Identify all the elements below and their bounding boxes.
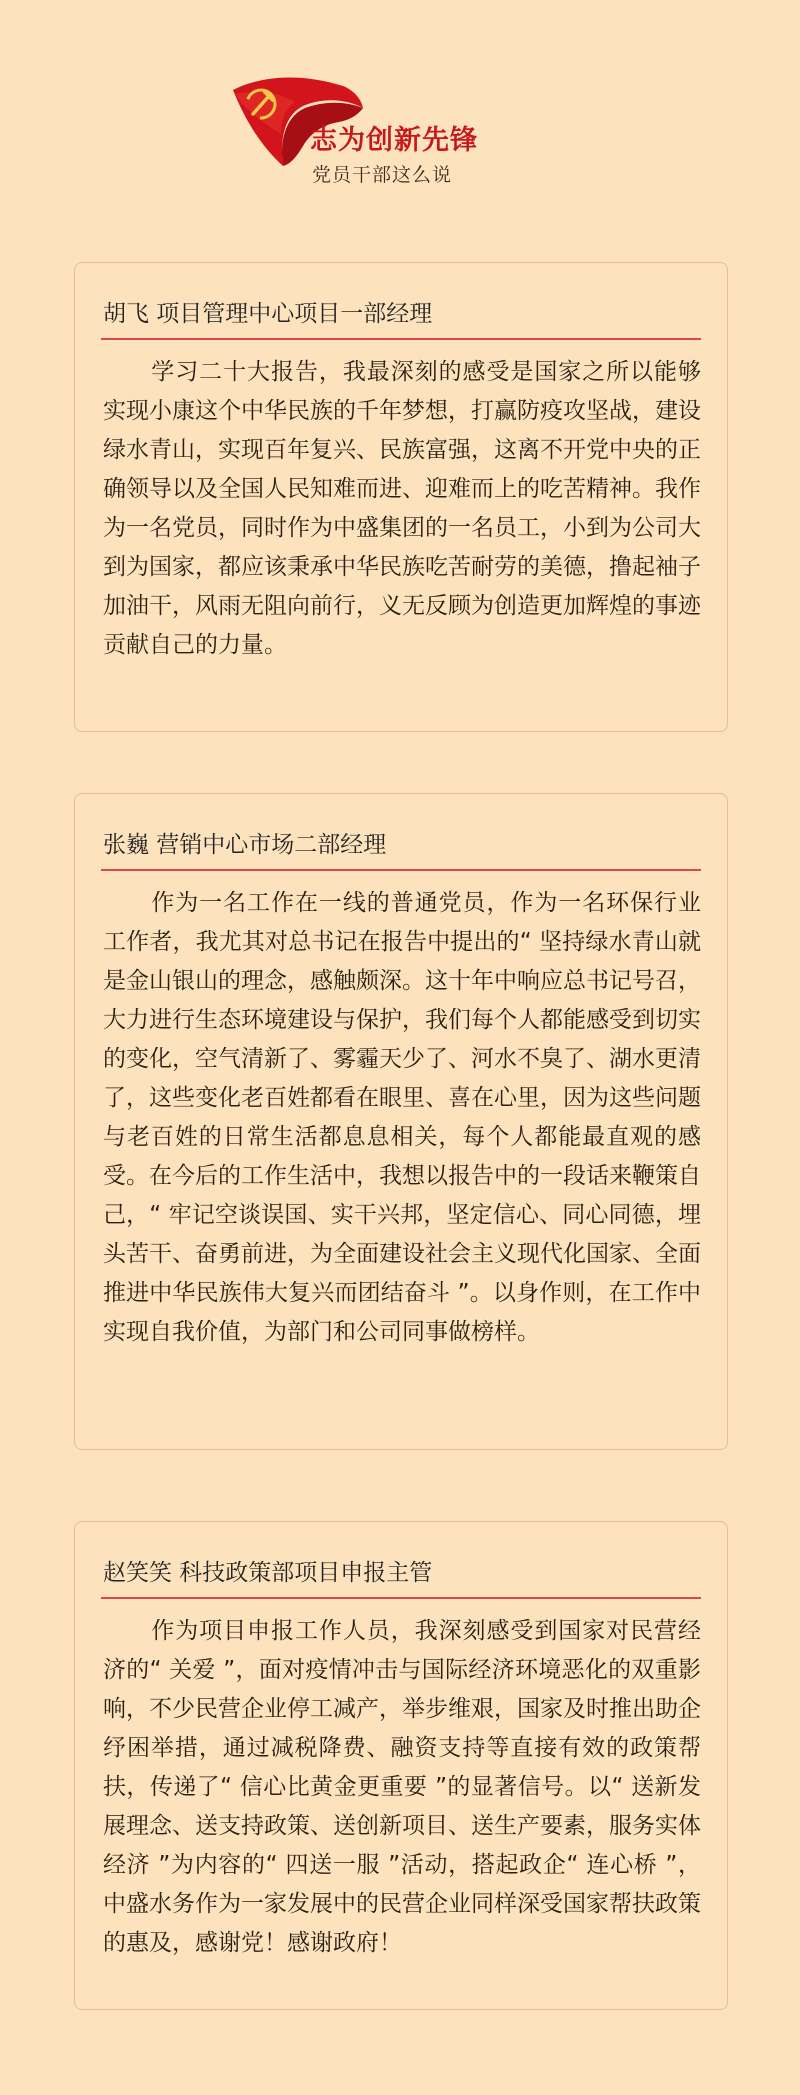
card-author-title: 胡飞 项目管理中心项目一部经理: [103, 301, 433, 327]
header-banner: [0, 0, 800, 200]
card-paragraph: 作为项目申报工作人员，我深刻感受到国家对民营经济的“ 关爱 ”，面对疫情冲击与国际经济环境恶化的双重影响，不少民营企业停工减产，举步维艰，国家及时推出助企纾困举措，通过减税降费、融资支持等直接有效的政策帮扶，传递了“ 信心比黄金更重要 ”的显著信号。以“ 送新发展理念、送支持政策、送创新项目、送生产要素，服务实体经济 ”为内容的“ 四送一服 ”活动，搭起政企“ 连心桥 ”，中盛水务作为一家发展中的民营企业同样深受国家帮扶政策的惠及，感谢党！感谢政府！: [103, 1618, 701, 1956]
card-author-title: 张巍 营销中心市场二部经理: [103, 832, 387, 858]
header-subtitle: 党员干部这么说: [312, 164, 453, 186]
testimonial-card: [74, 793, 728, 1450]
testimonial-card: [74, 262, 728, 732]
card-divider: [101, 338, 701, 340]
card-divider: [101, 869, 701, 871]
card-body: [103, 353, 701, 665]
testimonial-card: [74, 1521, 728, 2010]
header-title: 志为创新先锋: [310, 125, 478, 156]
card-divider: [101, 1597, 701, 1599]
card-body: [103, 1612, 701, 1963]
card-body: [103, 884, 701, 1352]
card-author-title: 赵笑笑 科技政策部项目申报主管: [103, 1560, 433, 1586]
card-paragraph: 学习二十大报告，我最深刻的感受是国家之所以能够实现小康这个中华民族的千年梦想，打赢防疫攻坚战，建设绿水青山，实现百年复兴、民族富强，这离不开党中央的正确领导以及全国人民知难而进、迎难而上的吃苦精神。我作为一名党员，同时作为中盛集团的一名员工，小到为公司大到为国家，都应该秉承中华民族吃苦耐劳的美德，撸起袖子加油干，风雨无阻向前行，义无反顾为创造更加辉煌的事迹贡献自己的力量。: [103, 359, 701, 658]
card-paragraph: 作为一名工作在一线的普通党员，作为一名环保行业工作者，我尤其对总书记在报告中提出的“ 坚持绿水青山就是金山银山的理念，感触颇深。这十年中响应总书记号召，大力进行生态环境建设与保护，我们每个人都能感受到切实的变化，空气清新了、雾霾天少了、河水不臭了、湖水更清了，这些变化老百姓都看在眼里、喜在心里，因为这些问题与老百姓的日常生活都息息相关，每个人都能最直观的感受。在今后的工作生活中，我想以报告中的一段话来鞭策自己，“ 牢记空谈误国、实干兴邦，坚定信心、同心同德，埋头苦干、奋勇前进，为全面建设社会主义现代化国家、全面推进中华民族伟大复兴而团结奋斗 ”。以身作则，在工作中实现自我价值，为部门和公司同事做榜样。: [103, 890, 701, 1345]
